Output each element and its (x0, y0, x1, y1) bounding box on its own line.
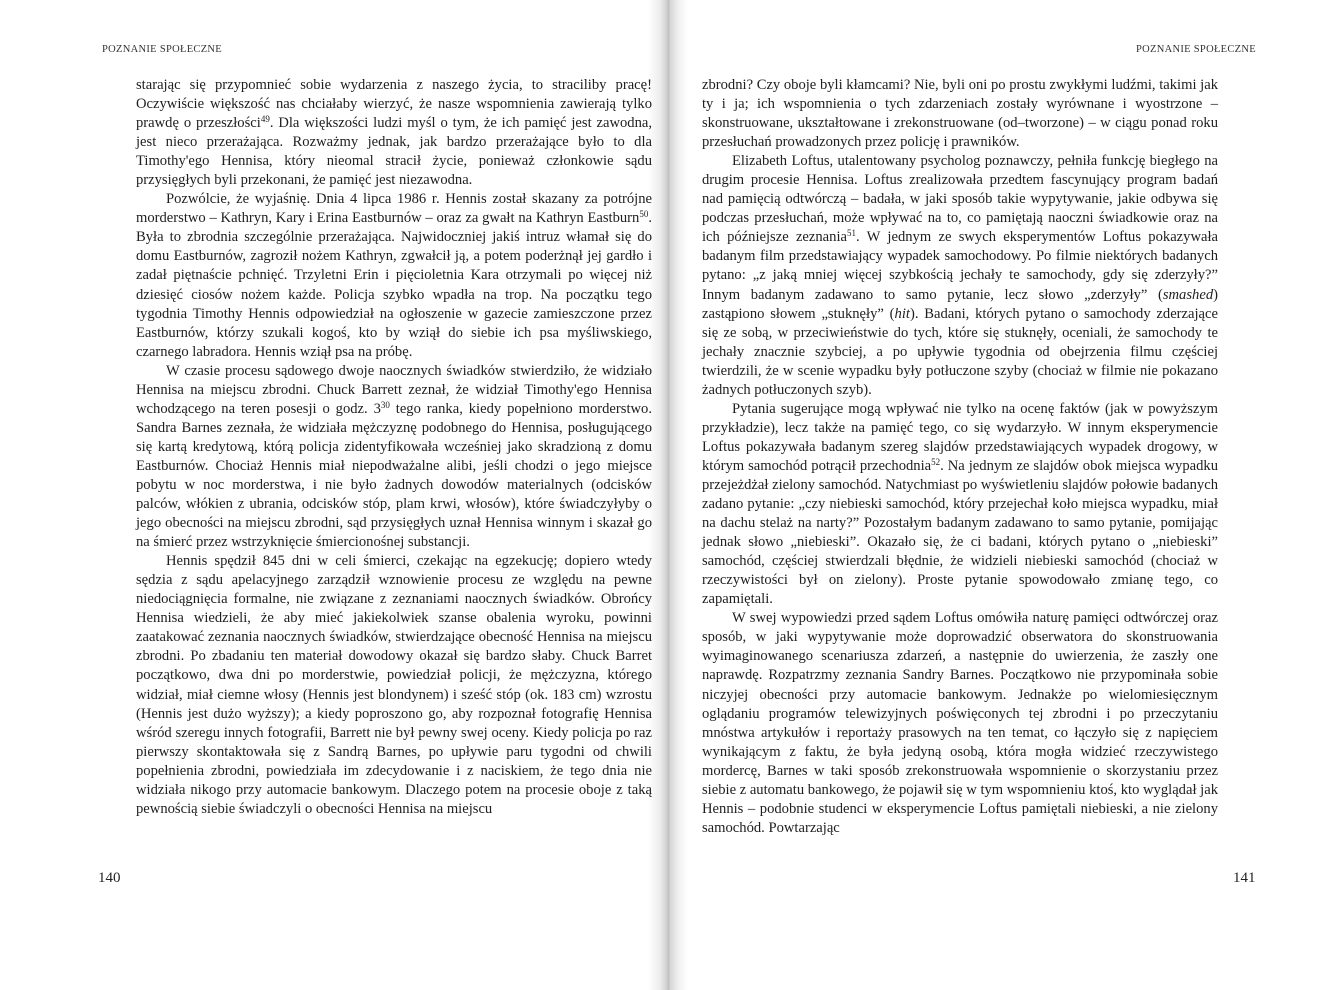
paragraph: W czasie procesu sądowego dwoje naocznych świadków stwierdziło, że widziało Hennisa na miejscu zbrodni. Chuck Barrett zeznał, że widział Timothy'ego Hennisa wchodzącego na teren posesji o godz. $3^{30}$ tego ranka, kiedy popełniono morderstwo. Sandra Barnes zeznała, że widziała mężczyznę podobnego do Hennisa, posługującego się kartą kredytową, którą policja zidentyfikowała wcześniej jako skradzioną z domu Eastburnów. Chociaż Hennis miał niepodważalne alibi, jeśli chodzi o jego miejsce pobytu w noc morderstwa, i nie było żadnych dowodów materialnych (odcisków palców, włókien z ubrania, odcisków stóp, plam krwi, włosów), które świadczyłyby o jego obecności na miejscu zbrodni, sąd przysięgłych uznał Hennisa winnym i skazał go na śmierć przez wstrzyknięcie śmiercionośnej substancji. (136, 362, 652, 551)
footnote-marker: 52 (931, 456, 941, 467)
paragraph: zbrodni? Czy oboje byli kłamcami? Nie, byli oni po prostu zwykłymi ludźmi, takimi jak ty i ja; ich wspomnienia o tych zdarzeniach zostały wyrównane i wyostrzone – skonstruowane, ukształtowane i zrekonstruowane (od–tworzone) – w ciągu ponad roku przesłuchań prowadzonych przez policję i prawników. (702, 77, 1218, 151)
paragraph: Elizabeth Loftus, utalentowany psycholog poznawczy, pełniła funkcję biegłego na drugim procesie Hennisa. Loftus zrealizowała przedtem fascynujący program badań nad pamięcią odtwórczą – badała, w jaki sposób takie wypytywanie, jakie odbywa się podczas przesłuchań, może wpływać na to, co pamiętają naoczni świadkowie oraz na ich późniejsze zeznania$^{51}$. W jednym ze swych eksperymentów Loftus pokazywała badanym film przedstawiający wypadek samochodowy. Po filmie niektórych badanych pytano: „z jaką mniej więcej szybkością jechały te samochody, gdy się zderzyły?” Innym badanym zadawano to samo pytanie, lecz słowo „zderzyły” (smashed) zastąpiono słowem „stuknęły” (hit). Badani, których pytano o samochody zderzające się ze sobą, w przeciwieństwie do tych, które się stuknęły, oceniali, że samochody te jechały znacznie szybciej, a po upływie tygodnia od obejrzenia filmu częściej twierdzili, że w scenie wypadku były potłuczone szyby (chociaż w filmie nie pokazano żadnych potłuczonych szyb). (702, 153, 1218, 398)
time-superscript: 30 (380, 399, 390, 410)
footnote-marker: 50 (639, 209, 649, 220)
page-number-right: 141 (1233, 870, 1256, 886)
book-gutter (648, 0, 688, 990)
paragraph: Hennis spędził 845 dni w celi śmierci, czekając na egzekucję; dopiero wtedy sędzia z sądu apelacyjnego zarządził wznowienie procesu ze względu na pewne niedociągnięcia formalne, nie związane z zeznaniami naocznych świadków. Obrońcy Hennisa wiedzieli, że aby mieć jakiekolwiek szanse obalenia wyroku, powinni zaatakować zeznania naocznych świadków, stwierdzające obecność Hennisa na miejscu zbrodni. Po zbadaniu ten materiał dowodowy okazał się bardzo słaby. Chuck Barret początkowo, dwa dni po morderstwie, powiedział policji, że mężczyzna, którego widział, miał ciemne włosy (Hennis jest blondynem) i sześć stóp (ok. 183 cm) wzrostu (Hennis jest dużo wyższy); a kiedy poproszono go, aby rozpoznał fotografię Hennisa wśród szeregu innych fotografii, Barrett nie był pewny swej oceny. Kiedy policja po raz pierwszy skontaktowała się z Sandrą Barnes, po upływie paru tygodni od chwili popełnienia zbrodni, powiedziała im zdecydowanie i z naciskiem, że tego dnia nie widziała nikogo przy automacie bankowym. Dlaczego potem na procesie oboje z taką pewnością siebie świadczyli o obecności Hennisa na miejscu (136, 553, 652, 817)
paragraph: starając się przypomnieć sobie wydarzenia z naszego życia, to straciliby pracę! Oczywiście większość nas chciałaby wierzyć, że nasze wspomnienia zawierają tylko prawdę o przeszłości$^{49}$. Dla większości ludzi myśl o tym, że ich pamięć jest zawodna, jest nieco przerażająca. Rozważmy jednak, jak bardzo przerażające było to dla Timothy'ego Hennisa, który nieomal stracił życie, ponieważ członkowie sądu przysięgłych byli przekonani, że pamięć jest niezawodna. (136, 77, 652, 189)
paragraph: Pytania sugerujące mogą wpływać nie tylko na ocenę faktów (jak w powyższym przykładzie), lecz także na pamięć tego, co się wydarzyło. W innym eksperymencie Loftus pokazywała badanym szereg slajdów przedstawiających wypadek drogowy, w którym samochód potrącił przechodnia$^{52}$. Na jednym ze slajdów obok miejsca wypadku przejeżdżał zielony samochód. Natychmiast po wyświetleniu slajdów połowie badanych zadano pytanie: „czy niebieski samochód, który przejechał koło miejsca wypadku, miał na dachu stelaż na narty?” Pozostałym badanym zadawano to samo pytanie, pomijając jednak słowo „niebieski”. Okazało się, że ci badani, których pytano o „niebieski” samochód, częściej stwierdzali błędnie, że widzieli niebieski samochód (chociaż w rzeczywistości był on zielony). Proste pytanie spowodowało zmianę tego, co zapamiętali. (702, 400, 1219, 608)
paragraph: Pozwólcie, że wyjaśnię. Dnia 4 lipca 1986 r. Hennis został skazany za potrójne morderstwo – Kathryn, Kary i Erina Eastburnów – oraz za gwałt na Kathryn Eastburn$^{50}$. Była to zbrodnia szczególnie przerażająca. Najwidoczniej jakiś intruz włamał się do domu Eastburnów, zagroził nożem Kathryn, zgwałcił ją, a potem poderżnął jej gardło i zadał piętnaście pchnięć. Trzyletni Erin i pięcioletnia Kara otrzymali po więcej niż dziesięć ciosów nożem każde. Policja szybko wpadła na trop. Na początku tego tygodnia Timothy Hennis odpowiedział na ogłoszenie w gazecie zamieszczone przez Eastburnów, którzy szukali kogoś, kto by wziął do siebie ich psa myśliwskiego, czarnego labradora. Hennis wziął psa na próbę. (136, 191, 652, 360)
italic-term: hit (894, 305, 910, 322)
italic-term: smashed (1162, 286, 1214, 303)
running-head-left: POZNANIE SPOŁECZNE (102, 44, 223, 55)
footnote-marker: 51 (847, 228, 856, 239)
left-page-text (136, 76, 652, 819)
page-number-left: 140 (98, 870, 121, 886)
paragraph: W swej wypowiedzi przed sądem Loftus omówiła naturę pamięci odtwórczej oraz sposób, w jaki wypytywanie może doprowadzić obserwatora do skonstruowania wyimaginowanego scenariusza zdarzeń, a następnie do uwierzenia, że zaszły one naprawdę. Rozpatrzmy zeznania Sandry Barnes. Początkowo nie przypominała sobie niczyjej obecności przy automacie bankowym. Jednakże po wielomiesięcznym oglądaniu programów telewizyjnych poświęconych tej zbrodni i po przeczytaniu mnóstwa artykułów i reportaży prasowych na ten temat, co łączyło się z napięciem wynikającym z faktu, że była jedyną osobą, która mogła widzieć rzeczywistego mordercę, Barnes w taki sposób zrekonstruowała wspomnienie o skorzystaniu przez siebie z automatu bankowego, że pojawił się w tym wspomnieniu ktoś, kto wyglądał jak Hennis – podobnie studenci w eksperymencie Loftus pamiętali niebieski, a nie zielony samochód. Powtarzając (702, 610, 1218, 836)
running-head-right: POZNANIE SPOŁECZNE (1135, 44, 1256, 55)
right-page-text (702, 76, 1218, 838)
footnote-marker: 49 (260, 114, 270, 125)
